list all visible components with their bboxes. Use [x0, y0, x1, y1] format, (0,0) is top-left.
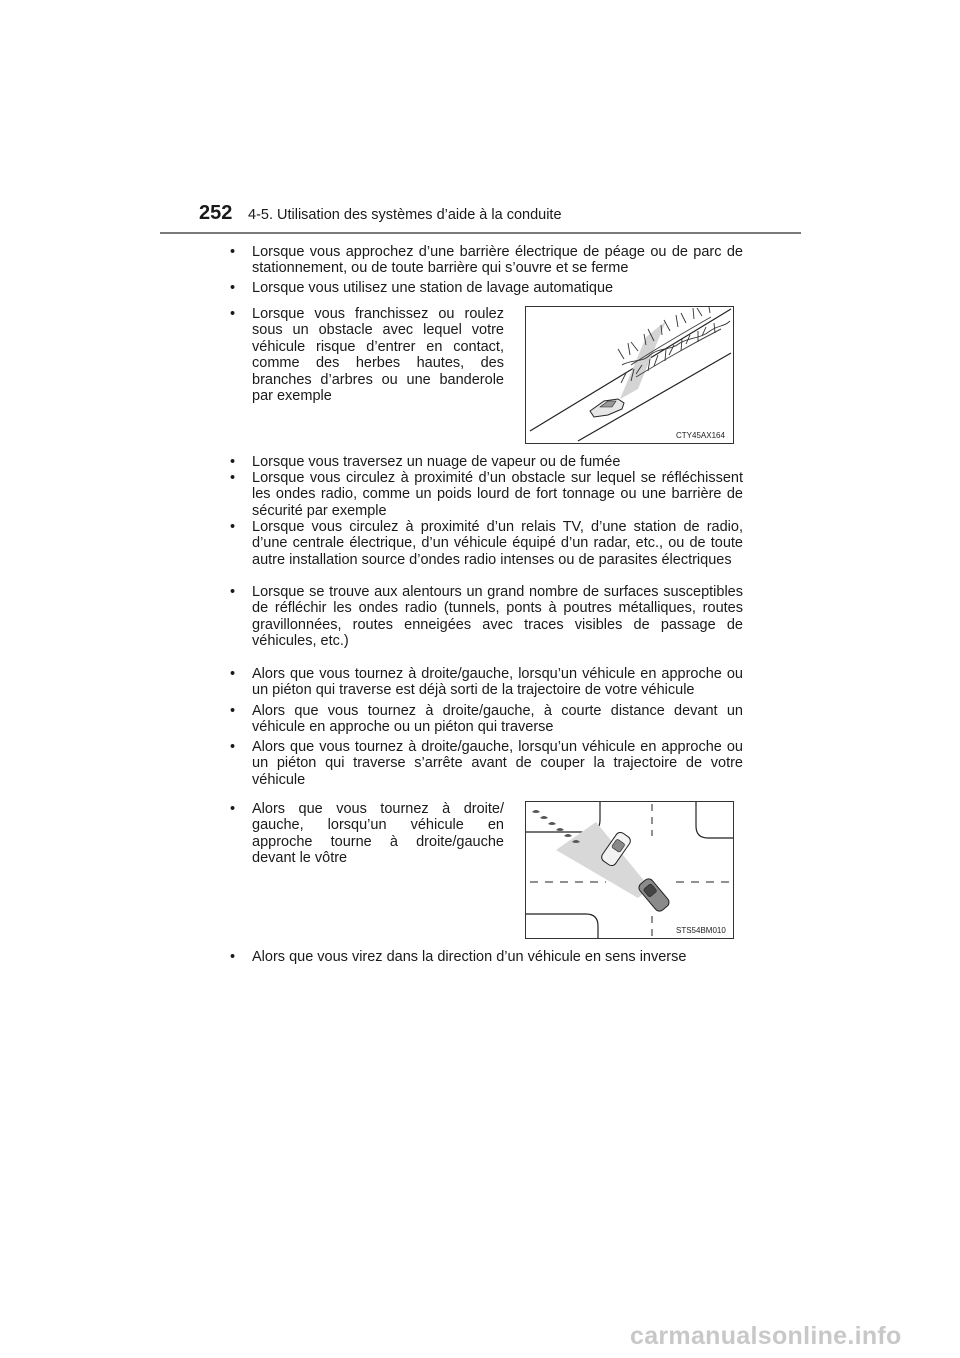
bullet-icon: •: [230, 244, 236, 260]
own-car-icon: [637, 877, 671, 913]
list-item-text: Alors que vous virez dans la direction d’un véhicule en sens inverse: [252, 949, 687, 965]
list-item-text: Lorsque vous circulez à proximité d’un relais TV, d’une station de radio, d’une centrale électrique, d’un véhicule équipé d’un radar, etc., ou de toute autre installation source d’ondes radio intenses ou de parasites électriques: [252, 519, 743, 568]
page-header: [0, 0, 960, 240]
list-item: [230, 470, 743, 519]
overhead-obstacle-drawing: [526, 307, 733, 443]
list-item-text: Lorsque vous traversez un nuage de vapeur ou de fumée: [252, 454, 621, 470]
list-item-text: Lorsque se trouve aux alentours un grand nombre de surfaces susceptibles de réfléchir les ondes radio (tunnels, ponts à poutres métalliques, routes gravillonnées, routes enneigées avec traces visibles de passage de véhicules, etc.): [252, 584, 743, 650]
bullet-icon: •: [230, 280, 236, 296]
list-item: [230, 666, 743, 699]
bullet-icon: •: [230, 739, 236, 755]
list-item: [230, 519, 743, 568]
list-item: [230, 584, 743, 650]
page-number: 252: [199, 202, 233, 224]
list-item-text: Lorsque vous utilisez une station de lavage automatique: [252, 280, 614, 296]
list-item: [230, 949, 743, 965]
bullet-icon: •: [230, 470, 236, 486]
illustration-overhead-obstacle: [525, 306, 734, 444]
intersection-drawing: [526, 802, 733, 938]
header-divider: [160, 232, 801, 234]
car-icon: [590, 399, 624, 417]
watermark: carmanualsonline.info: [630, 1322, 902, 1350]
list-item: [230, 280, 743, 296]
bullet-icon: •: [230, 703, 236, 719]
list-item-text: Alors que vous tournez à droite/gauche, lorsqu’un véhicule en approche ou un piéton qui traverse s’arrête avant de couper la trajectoire de votre véhicule: [252, 739, 743, 788]
list-item: [230, 306, 504, 405]
list-item: [230, 244, 743, 277]
list-item-text: Alors que vous tournez à droite/gauche, lorsqu’un véhicule en approche ou un piéton qui traverse est déjà sorti de la trajectoire de votre véhicule: [252, 666, 743, 699]
bullet-icon: •: [230, 584, 236, 600]
illustration-intersection-turn: [525, 801, 734, 939]
list-item-text: Lorsque vous approchez d’une barrière électrique de péage ou de parc de stationnement, ou de toute barrière qui s’ouvre et se ferme: [252, 244, 743, 277]
list-item-text: Lorsque vous circulez à proximité d’un obstacle sur lequel se réfléchissent les ondes radio, comme un poids lourd de fort tonnage ou une barrière de sécurité par exemple: [252, 470, 743, 519]
list-item-text: Lorsque vous franchissez ou roulez sous un obstacle avec lequel votre véhicule risque d’entrer en contact, comme des herbes hautes, des branches d’arbres ou une banderole par exemple: [252, 306, 504, 405]
list-item-text: Alors que vous tournez à droite/ gauche, lorsqu’un véhicule en approche tourne à droite/gauche devant le vôtre: [252, 801, 504, 867]
list-item: [230, 454, 743, 470]
bullet-icon: •: [230, 801, 236, 817]
bullet-icon: •: [230, 306, 236, 322]
figure-code: STS54BM010: [676, 926, 726, 935]
bullet-icon: •: [230, 454, 236, 470]
list-item: [230, 703, 743, 736]
list-item: [230, 739, 743, 788]
figure-code: CTY45AX164: [676, 431, 725, 440]
list-item-text: Alors que vous tournez à droite/gauche, à courte distance devant un véhicule en approche ou un piéton qui traverse: [252, 703, 743, 736]
bullet-icon: •: [230, 666, 236, 682]
list-item: [230, 801, 504, 867]
section-title: 4-5. Utilisation des systèmes d’aide à la conduite: [248, 207, 562, 223]
bullet-icon: •: [230, 949, 236, 965]
bullet-icon: •: [230, 519, 236, 535]
